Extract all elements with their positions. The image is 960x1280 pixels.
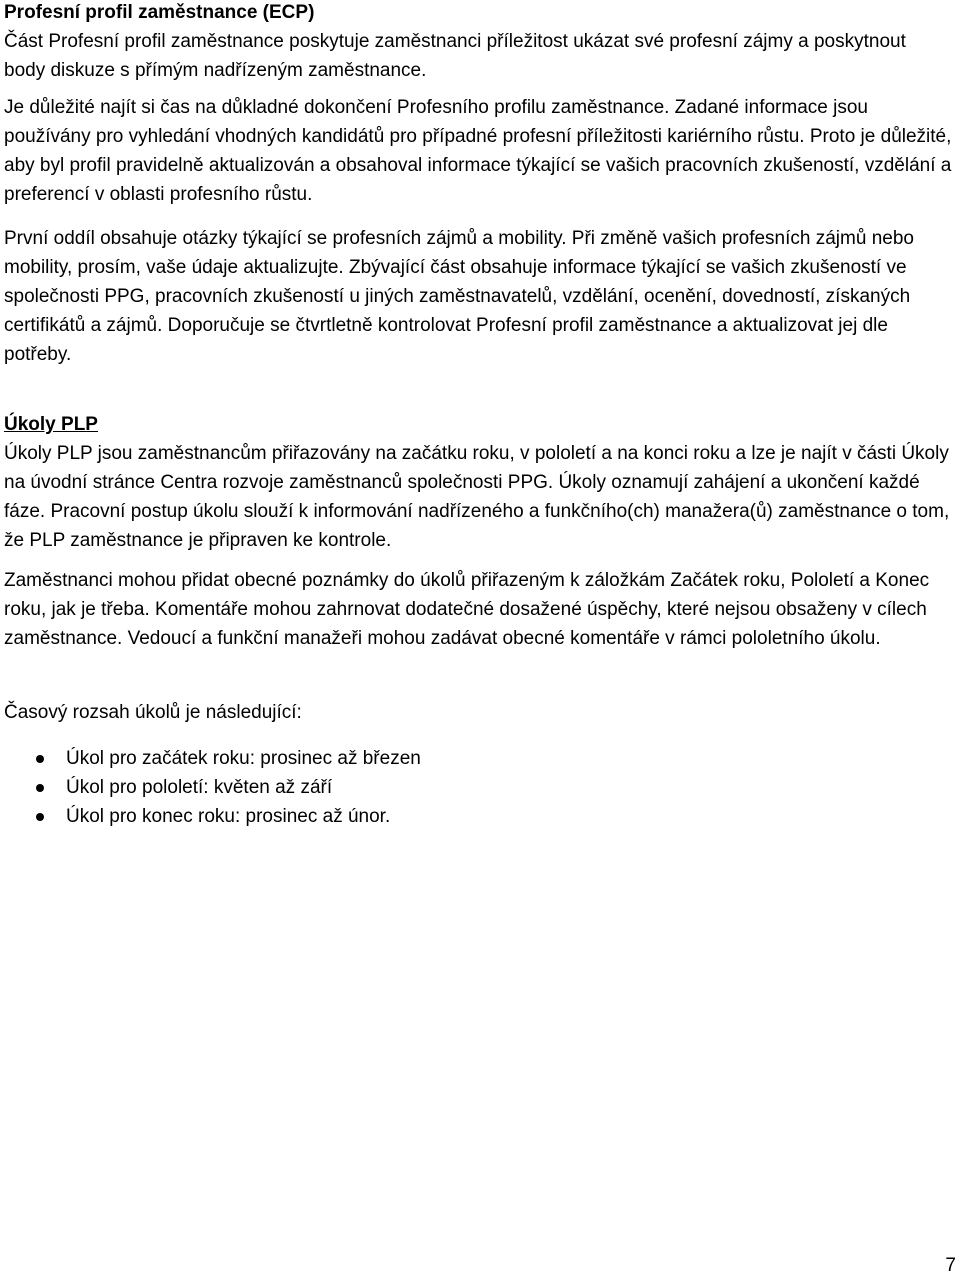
paragraph-ecp-importance: Je důležité najít si čas na důkladné dokončení Profesního profilu zaměstnance. Zadané informace jsou používány pro vyhledání vhodných kandidátů pro případné profesní příležitosti kariérního růstu. Proto je důležité, aby byl profil pravidelně aktualizován a obsahoval informace týkající se vašich pracovních zkušeností, vzdělání a preferencí v oblasti profesního růstu. (4, 97, 952, 205)
paragraph-plp-tasks: Úkoly PLP jsou zaměstnancům přiřazovány na začátku roku, v pololetí a na konci roku a lze je najít v části Úkoly na úvodní stránce Centra rozvoje zaměstnanců společnosti PPG. Úkoly oznamují zahájení a ukončení každé fáze. Pracovní postup úkolu slouží k informování nadřízeného a funkčního(ch) manažera(ů) zaměstnance o tom, že PLP zaměstnance je připraven ke kontrole. (4, 443, 950, 551)
bullet-icon (36, 813, 44, 821)
section-ecp (4, 0, 952, 85)
paragraph-ecp-contents: První oddíl obsahuje otázky týkající se profesních zájmů a mobility. Při změně vašich profesních zájmů nebo mobility, prosím, vaše údaje aktualizujte. Zbývající část obsahuje informace týkající se vašich zkušeností ve společnosti PPG, pracovních zkušeností u jiných zaměstnavatelů, vzdělání, ocenění, dovedností, získaných certifikátů a zájmů. Doporučuje se čtvrtletně kontrolovat Profesní profil zaměstnance a aktualizovat jej dle potřeby. (4, 228, 914, 365)
page-number: 7 (945, 1255, 956, 1276)
section-plp (4, 410, 952, 555)
paragraph-plp-notes: Zaměstnanci mohou přidat obecné poznámky do úkolů přiřazeným k záložkám Začátek roku, Pololetí a Konec roku, jak je třeba. Komentáře mohou zahrnovat dodatečné dosažené úspěchy, které nejsou obsaženy v cílech zaměstnance. Vedoucí a funkční manažeři mohou zadávat obecné komentáře v rámci pololetního úkolu. (4, 570, 930, 649)
list-item (4, 773, 952, 802)
paragraph-timeline-intro: Časový rozsah úkolů je následující: (4, 702, 302, 723)
section-title-plp: Úkoly PLP (4, 414, 98, 435)
bullet-icon (36, 784, 44, 792)
timeline-list (4, 744, 952, 831)
bullet-icon (36, 755, 44, 763)
section-title-ecp: Profesní profil zaměstnance (ECP) (4, 2, 315, 23)
list-item-text: Úkol pro začátek roku: prosinec až březen (66, 748, 421, 769)
list-item-text: Úkol pro pololetí: květen až září (66, 777, 333, 798)
section-intro-ecp: Část Profesní profil zaměstnance poskytuje zaměstnanci příležitost ukázat své profesní zájmy a poskytnout body diskuze s přímým nadřízeným zaměstnance. (4, 31, 906, 81)
list-item (4, 744, 952, 773)
list-item-text: Úkol pro konec roku: prosinec až únor. (66, 806, 391, 827)
list-item (4, 802, 952, 831)
